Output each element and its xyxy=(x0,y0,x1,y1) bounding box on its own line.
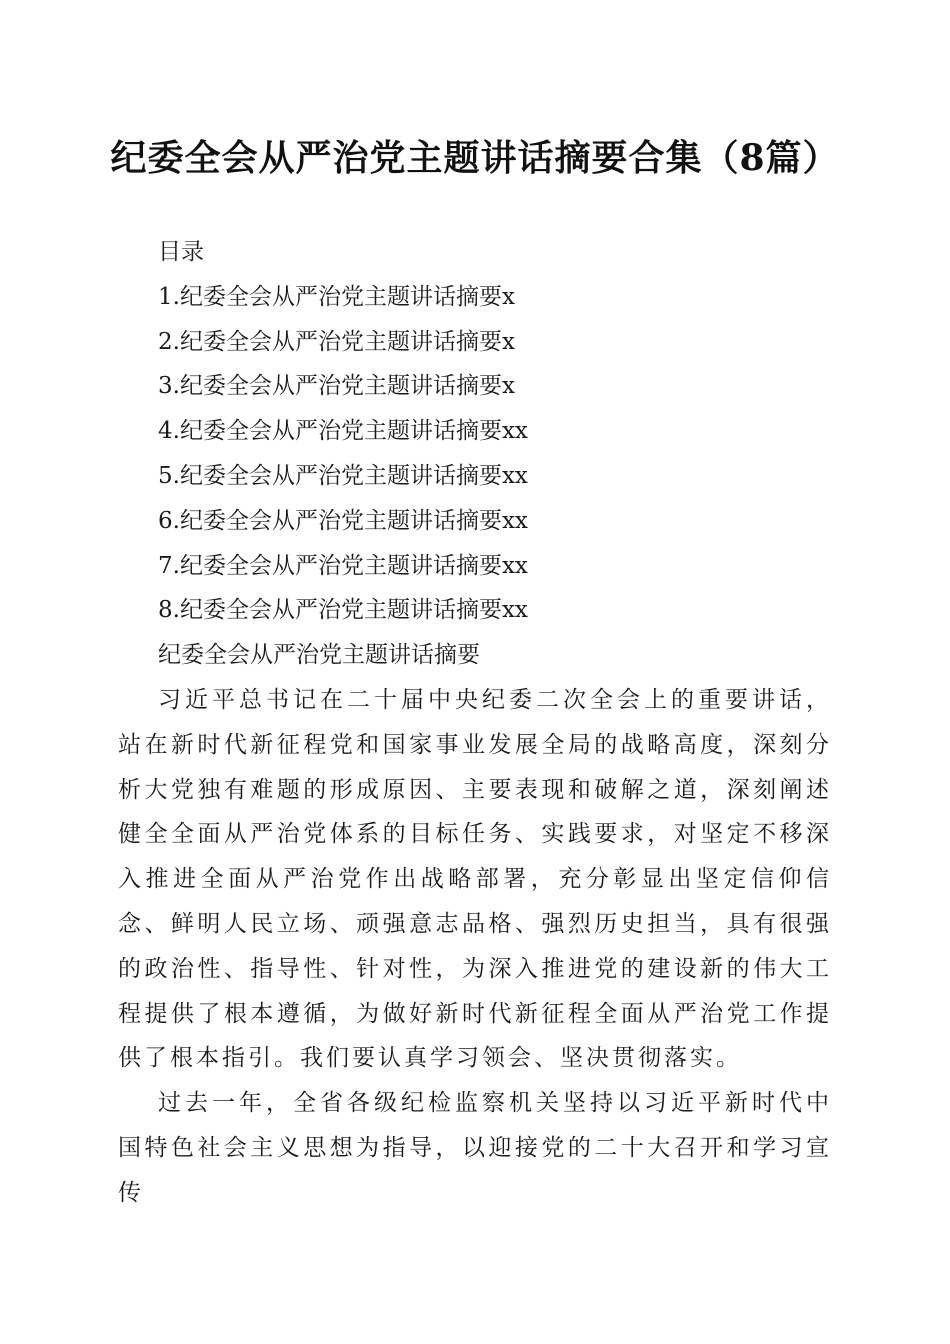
toc-item: 7.纪委全会从严治党主题讲话摘要xx xyxy=(158,552,528,579)
toc-item: 4.纪委全会从严治党主题讲话摘要xx xyxy=(158,418,528,445)
toc-item: 3.纪委全会从严治党主题讲话摘要x xyxy=(158,373,515,400)
toc-item: 6.纪委全会从严治党主题讲话摘要xx xyxy=(158,507,528,534)
document-body xyxy=(118,230,832,1216)
toc-item: 8.纪委全会从严治党主题讲话摘要xx xyxy=(158,597,528,624)
document-title: 纪委全会从严治党主题讲话摘要合集（8篇） xyxy=(110,137,840,179)
section-heading: 纪委全会从严治党主题讲话摘要 xyxy=(158,642,480,669)
toc-item: 1.纪委全会从严治党主题讲话摘要x xyxy=(158,283,515,310)
toc-heading: 目录 xyxy=(158,239,204,265)
body-paragraph: 习近平总书记在二十届中央纪委二次全会上的重要讲话，站在新时代新征程党和国家事业发展全局的战略高度，深刻分析大党独有难题的形成原因、主要表现和破解之道，深刻阐述健全全面从严治党体系的目标任务、实践要求，对坚定不移深入推进全面从严治党作出战略部署，充分彰显出坚定信仰信念、鲜明人民立场、顽强意志品格、强烈历史担当，具有很强的政治性、指导性、针对性，为深入推进党的建设新的伟大工程提供了根本遵循，为做好新时代新征程全面从严治党工作提供了根本指引。我们要认真学习领会、坚决贯彻落实。 xyxy=(118,686,832,1072)
body-paragraph: 过去一年，全省各级纪检监察机关坚持以习近平新时代中国特色社会主义思想为指导，以迎接党的二十大召开和学习宣传 xyxy=(118,1090,832,1206)
toc-item: 2.纪委全会从严治党主题讲话摘要x xyxy=(158,328,515,355)
toc-item: 5.纪委全会从严治党主题讲话摘要xx xyxy=(158,462,528,489)
